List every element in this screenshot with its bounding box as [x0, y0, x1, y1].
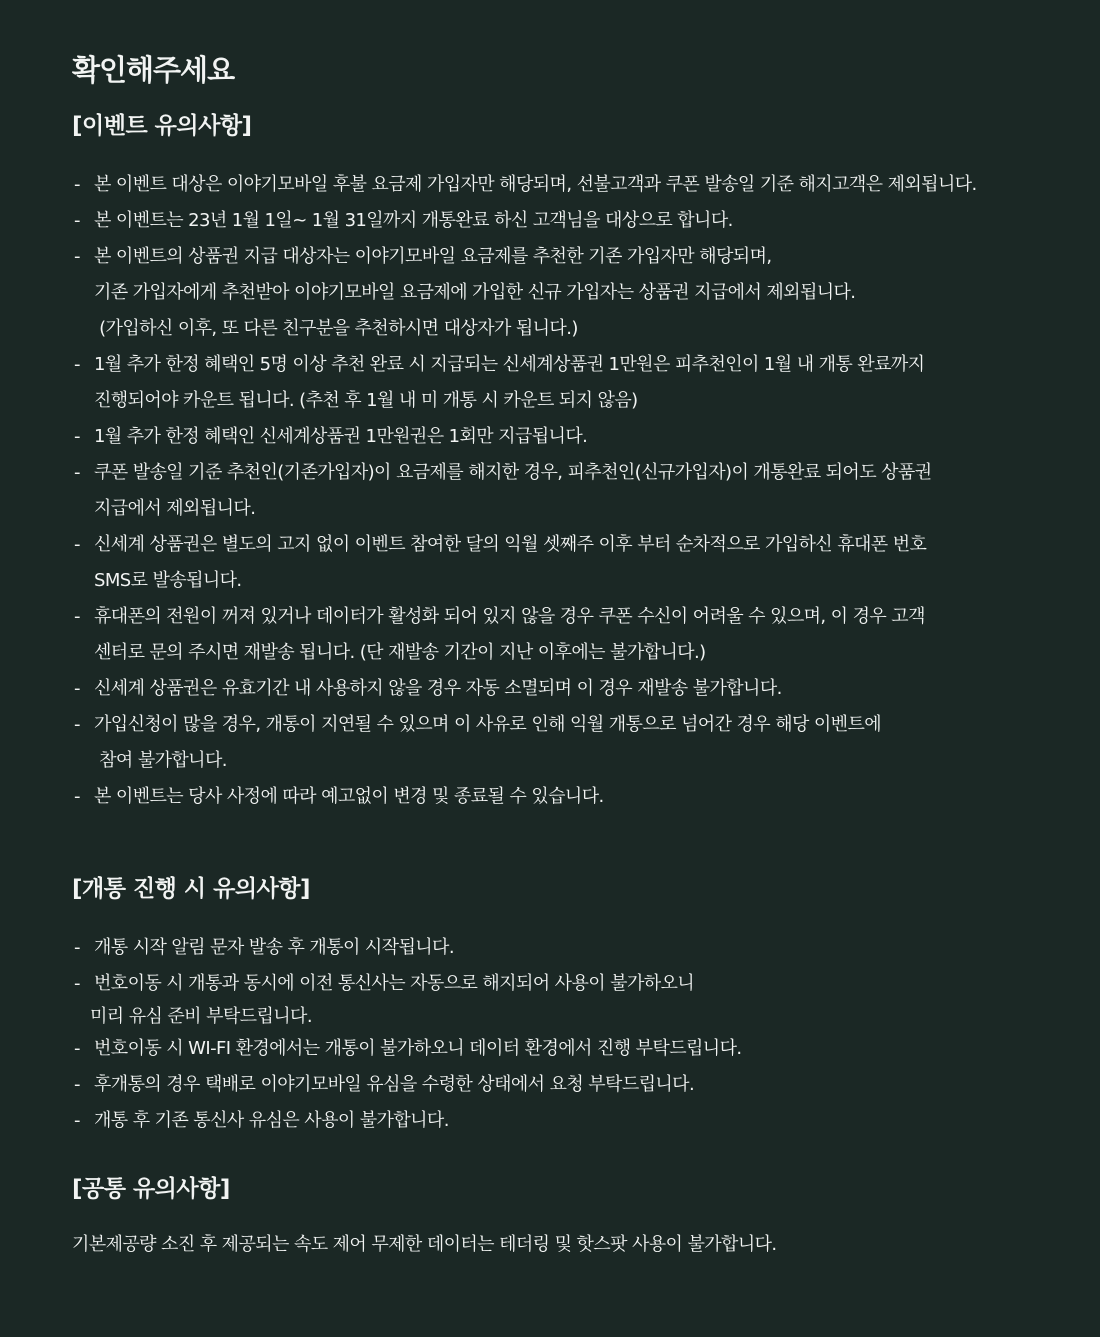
bullet-dash: - — [74, 678, 80, 699]
bullet-dash: - — [74, 973, 80, 994]
common-notice-text: 기본제공량 소진 후 제공되는 속도 제어 무제한 데이터는 테더링 및 핫스팟 사용이 불가합니다. — [72, 1234, 777, 1255]
list-item — [72, 599, 1082, 671]
list-item — [72, 419, 1082, 455]
list-item-line: 번호이동 시 WI-FI 환경에서는 개통이 불가하오니 데이터 환경에서 진행 부탁드립니다. — [94, 1038, 742, 1059]
list-item-line: 가입신청이 많을 경우, 개통이 지연될 수 있으며 이 사유로 인해 익월 개통으로 넘어간 경우 해당 이벤트에 — [94, 714, 882, 735]
bullet-dash: - — [74, 354, 80, 375]
bullet-dash: - — [74, 210, 80, 231]
list-item-line: 신세계 상품권은 별도의 고지 없이 이벤트 참여한 달의 익월 셋째주 이후 부터 순차적으로 가입하신 휴대폰 번호 — [94, 534, 927, 555]
bullet-dash: - — [74, 426, 80, 447]
activation-notice-list — [72, 930, 1082, 1139]
bullet-dash: - — [74, 1074, 80, 1095]
list-item — [72, 203, 1082, 239]
list-item-line: 개통 시작 알림 문자 발송 후 개통이 시작됩니다. — [94, 937, 454, 958]
bullet-dash: - — [74, 1038, 80, 1059]
list-item-line: 1월 추가 한정 혜택인 신세계상품권 1만원권은 1회만 지급됩니다. — [94, 426, 588, 447]
list-item-line: 본 이벤트는 23년 1월 1일~ 1월 31일까지 개통완료 하신 고객님을 대상으로 합니다. — [94, 210, 733, 231]
list-item-line: SMS로 발송됩니다. — [94, 570, 242, 591]
list-item-line: 참여 불가합니다. — [94, 750, 227, 771]
list-item — [72, 347, 1082, 419]
bullet-dash: - — [74, 714, 80, 735]
list-item-line: 기존 가입자에게 추천받아 이야기모바일 요금제에 가입한 신규 가입자는 상품권 지급에서 제외됩니다. — [94, 282, 856, 303]
list-item — [72, 966, 1082, 1031]
list-item — [72, 1067, 1082, 1103]
bullet-dash: - — [74, 462, 80, 483]
list-item-line: 후개통의 경우 택배로 이야기모바일 유심을 수령한 상태에서 요청 부탁드립니다. — [94, 1074, 695, 1095]
list-item-line: 미리 유심 준비 부탁드립니다. — [90, 1006, 312, 1027]
list-item — [72, 167, 1082, 203]
list-item-line: 휴대폰의 전원이 꺼져 있거나 데이터가 활성화 되어 있지 않을 경우 쿠폰 수신이 어려울 수 있으며, 이 경우 고객 — [94, 606, 925, 627]
bullet-dash: - — [74, 1110, 80, 1131]
list-item-line: 본 이벤트는 당사 사정에 따라 예고없이 변경 및 종료될 수 있습니다. — [94, 786, 604, 807]
list-item — [72, 930, 1082, 966]
list-item — [72, 671, 1082, 707]
list-item — [72, 1031, 1082, 1067]
event-notice-list — [72, 167, 1082, 815]
list-item — [72, 527, 1082, 599]
list-item — [72, 1103, 1082, 1139]
list-item-line: 본 이벤트의 상품권 지급 대상자는 이야기모바일 요금제를 추천한 기존 가입자만 해당되며, — [94, 246, 772, 267]
list-item-line: 쿠폰 발송일 기준 추천인(기존가입자)이 요금제를 해지한 경우, 피추천인(신규가입자)이 개통완료 되어도 상품권 — [94, 462, 932, 483]
notice-document — [72, 50, 1082, 1263]
list-item-line: 번호이동 시 개통과 동시에 이전 통신사는 자동으로 해지되어 사용이 불가하오니 — [94, 973, 695, 994]
list-item-line: 본 이벤트 대상은 이야기모바일 후불 요금제 가입자만 해당되며, 선불고객과 쿠폰 발송일 기준 해지고객은 제외됩니다. — [94, 174, 977, 195]
list-item — [72, 779, 1082, 815]
list-item — [72, 455, 1082, 527]
list-item-line: 1월 추가 한정 혜택인 5명 이상 추천 완료 시 지급되는 신세계상품권 1만원은 피추천인이 1월 내 개통 완료까지 — [94, 354, 925, 375]
bullet-dash: - — [74, 174, 80, 195]
bullet-dash: - — [74, 786, 80, 807]
common-notice-heading: [공통 유의사항] — [72, 1176, 230, 1202]
event-notice-heading: [이벤트 유의사항] — [72, 113, 252, 139]
list-item-line: (가입하신 이후, 또 다른 친구분을 추천하시면 대상자가 됩니다.) — [94, 318, 578, 339]
activation-notice-heading: [개통 진행 시 유의사항] — [72, 876, 311, 902]
list-item-line: 신세계 상품권은 유효기간 내 사용하지 않을 경우 자동 소멸되며 이 경우 재발송 불가합니다. — [94, 678, 782, 699]
list-item-line: 진행되어야 카운트 됩니다. (추천 후 1월 내 미 개통 시 카운트 되지 않음) — [94, 390, 638, 411]
list-item — [72, 239, 1082, 347]
list-item-line: 개통 후 기존 통신사 유심은 사용이 불가합니다. — [94, 1110, 449, 1131]
bullet-dash: - — [74, 534, 80, 555]
bullet-dash: - — [74, 606, 80, 627]
bullet-dash: - — [74, 937, 80, 958]
list-item-line: 지급에서 제외됩니다. — [94, 498, 256, 519]
list-item — [72, 707, 1082, 779]
bullet-dash: - — [74, 246, 80, 267]
page-title: 확인해주세요 — [72, 53, 235, 87]
list-item-line: 센터로 문의 주시면 재발송 됩니다. (단 재발송 기간이 지난 이후에는 불가합니다.) — [94, 642, 706, 663]
